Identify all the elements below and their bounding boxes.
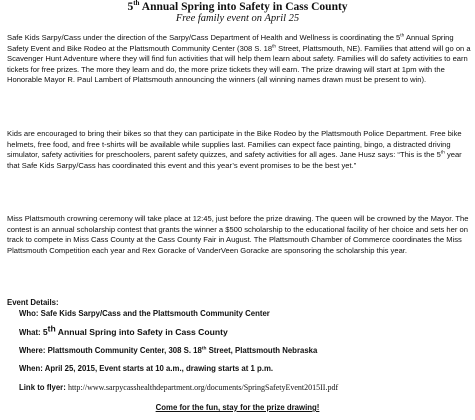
- event-what-text: Annual Spring into Safety in Cass County: [55, 327, 228, 337]
- intro-ordinal-a: th: [400, 32, 405, 38]
- intro-ordinal-b: th: [272, 43, 277, 49]
- closing-tagline: Come for the fun, stay for the prize drawing!: [155, 403, 320, 412]
- event-where: [19, 346, 469, 356]
- event-where-ordinal: th: [201, 346, 207, 352]
- miss-plattsmouth-paragraph: Miss Plattsmouth crowning ceremony will take place at 12:45, just before the prize drawing. The queen will be crowned by the Mayor. The contest is an annual scholarship contest that grants the winner a $500 scholarship to the educational facility of her choice and sets her on track to compete in Miss Cass County at the Cass County Fair in August. The Plattsmouth Chamber of Commerce coordinates the Miss Plattsmouth Competition each year and Rex Goracke of VanderVeen Goracke are sponsoring the scholarship this year.: [7, 214, 469, 255]
- title-ordinal: th: [133, 0, 140, 8]
- bike-ordinal: th: [440, 149, 445, 155]
- event-details-heading: Event Details:: [7, 298, 59, 307]
- event-flyer-link: [19, 383, 469, 393]
- event-what-number: 5: [42, 327, 48, 337]
- intro-text-a: Safe Kids Sarpy/Cass under the direction of the Sarpy/Cass Department of Health and Wellness is coordinating the 5: [7, 33, 401, 42]
- event-who: Who: Safe Kids Sarpy/Cass and the Plattsmouth Community Center: [19, 309, 270, 318]
- page-subtitle: Free family event on April 25: [175, 13, 300, 24]
- event-when: When: April 25, 2015, Event starts at 10 a.m., drawing starts at 1 p.m.: [19, 364, 274, 373]
- event-what-ordinal: th: [47, 323, 56, 334]
- title-text: Annual Spring into Safety in Cass County: [139, 1, 348, 13]
- bike-rodeo-paragraph: [7, 129, 471, 171]
- bike-text-b: year that Safe Kids Sarpy/Cass has coordinated this event and this year’s event promises to be the best yet.”: [7, 150, 462, 170]
- intro-text-b: Annual Spring Safety Event and Bike Rodeo at the Plattsmouth Community Center (308 S. 18: [7, 33, 454, 53]
- event-what-label: What:: [19, 328, 43, 337]
- intro-paragraph: [7, 33, 471, 86]
- flyer-link-url[interactable]: http://www.sarpycasshealthdepartment.org/documents/SpringSafetyEvent2015II.pdf: [67, 383, 339, 392]
- intro-text-c: Street, Plattsmouth, NE). Families that attend will go on a Scavenger Hunt Adventure where they will find fun activities that will help them learn about safety. Families will do safety activities to earn tickets for free prizes. The more they learn and do, the more prize tickets they will earn. The prize drawing will start at 1pm with the Honorable Mayor R. Paul Lambert of Plattsmouth announcing the winners (all winning names drawn must be present to win).: [7, 43, 471, 85]
- bike-text-a: Kids are encouraged to bring their bikes so that they can participate in the Bike Rodeo by the Plattsmouth Police Department. Free bike helmets, free food, and free t-shirts will be available while supplies last. Families can expect face painting, bingo, a distracted driving simulator, safety activities for preschoolers, parent safety quizzes, and safety activities for all ages. Jane Husz says: “This is the 5: [7, 129, 462, 160]
- event-where-text-a: Where: Plattsmouth Community Center, 308 S. 18: [19, 346, 202, 355]
- event-what: [19, 323, 469, 338]
- event-where-text-b: Street, Plattsmouth Nebraska: [206, 346, 318, 355]
- title-number: 5: [127, 1, 134, 13]
- flyer-link-label: Link to flyer:: [19, 383, 68, 392]
